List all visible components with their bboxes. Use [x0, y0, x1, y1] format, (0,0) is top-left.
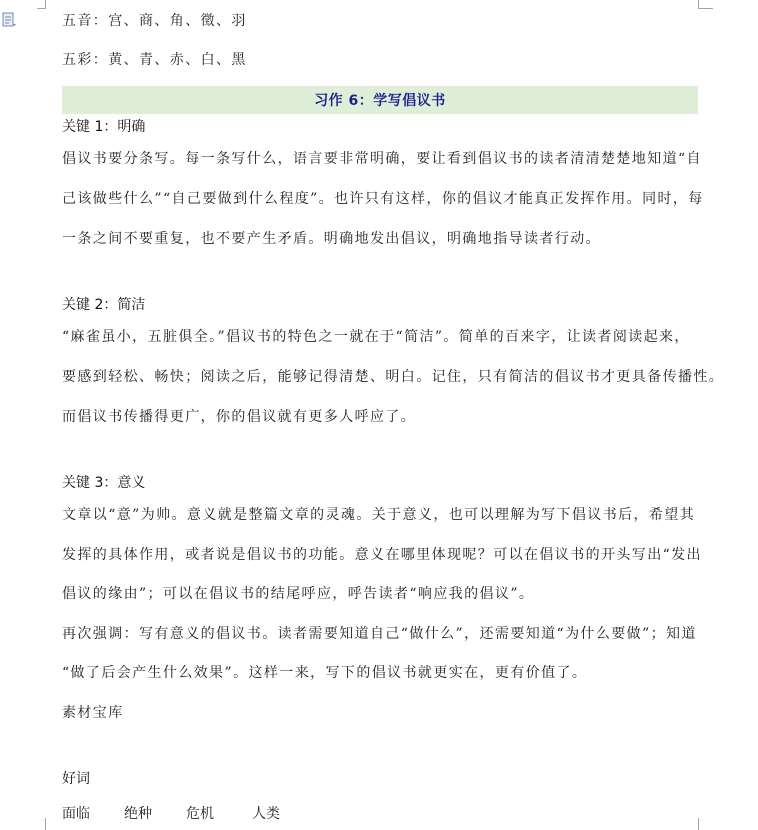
paragraph-line: 发挥的具体作用，或者说是倡议书的功能。意义在哪里体现呢？可以在倡议书的开头写出“发出	[62, 547, 702, 563]
section-heading-bar	[62, 86, 698, 114]
paragraph-line: 己该做些什么”“自己要做到什么程度”。也许只有这样，你的倡议才能真正发挥作用。同时，每	[62, 191, 704, 207]
paragraph-line: 倡议书要分条写。每一条写什么，语言要非常明确，要让看到倡议书的读者清清楚楚地知道“自	[62, 151, 702, 167]
paragraph-line: 要感到轻松、畅快；阅读之后，能够记得清楚、明白。记住，只有简洁的倡议书才更具备传播性。	[62, 369, 725, 385]
margin-corner-mark	[698, 818, 713, 830]
material-library-label: 素材宝库	[62, 705, 124, 721]
wuyin-line: 五音：宫、商、角、徵、羽	[62, 13, 247, 29]
paragraph-line: 倡议的缘由”；可以在倡议书的结尾呼应，呼告读者“响应我的倡议”。	[62, 586, 535, 602]
margin-corner-mark	[37, 818, 46, 830]
wucai-line: 五彩：黄、青、赤、白、黑	[62, 52, 247, 68]
good-words-title: 好词	[62, 771, 90, 787]
section-heading: 习作 6：学写倡议书	[314, 93, 446, 109]
margin-corner-mark	[698, 0, 713, 9]
paragraph-line: 文章以“意”为帅。意义就是整篇文章的灵魂。关于意义，也可以理解为写下倡议书后，希望其	[62, 507, 696, 523]
document-nav-icon[interactable]	[1, 12, 17, 28]
paragraph-line: 而倡议书传播得更广，你的倡议就有更多人呼应了。	[62, 409, 417, 425]
paragraph-line: 一条之间不要重复，也不要产生矛盾。明确地发出倡议，明确地指导读者行动。	[62, 231, 601, 247]
paragraph-line: “做了后会产生什么效果”。这样一来，写下的倡议书就更实在，更有价值了。	[62, 665, 588, 681]
good-word: 面临	[62, 806, 90, 822]
good-word: 绝种	[124, 806, 152, 822]
margin-corner-mark	[37, 0, 46, 9]
key1-title: 关键 1：明确	[62, 119, 146, 135]
paragraph-line: 再次强调：写有意义的倡议书。读者需要知道自己“做什么”，还需要知道“为什么要做”；知道	[62, 626, 697, 642]
good-word: 人类	[252, 806, 280, 822]
key3-title: 关键 3：意义	[62, 475, 146, 491]
key2-title: 关键 2：简洁	[62, 297, 146, 313]
paragraph-line: “麻雀虽小，五脏俱全。”倡议书的特色之一就在于“简洁”。简单的百来字，让读者阅读起来，	[62, 329, 690, 345]
good-word: 危机	[186, 806, 214, 822]
